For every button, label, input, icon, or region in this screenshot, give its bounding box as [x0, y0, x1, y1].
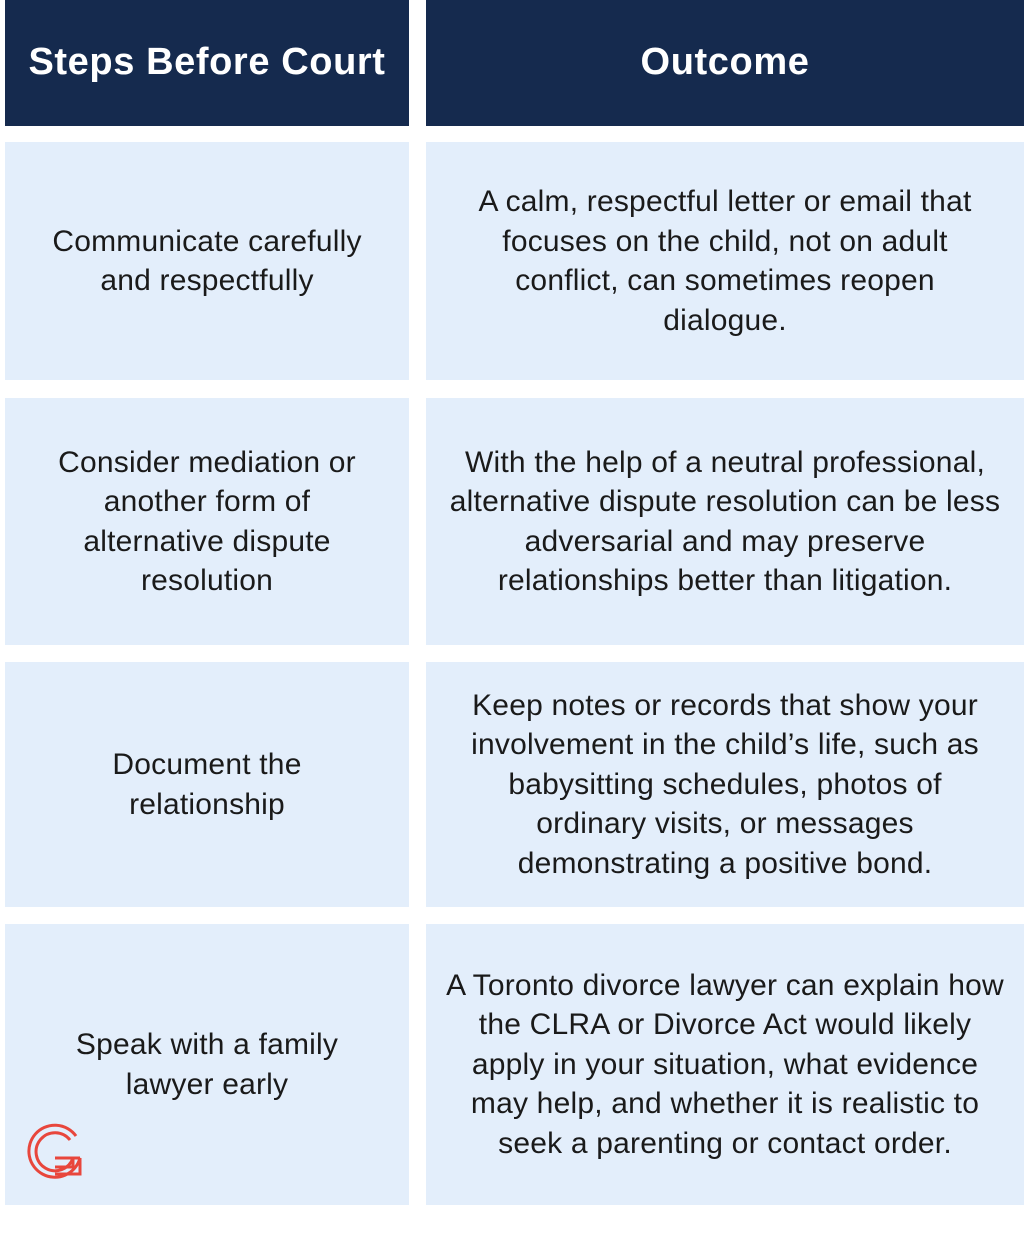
header-outcome-label: Outcome — [640, 41, 810, 84]
header-outcome — [426, 0, 1024, 126]
step-cell-communicate — [5, 142, 409, 380]
outcome-text: A calm, respectful letter or email that focuses on the child, not on adult conflict, can sometimes reopen dialogue. — [478, 185, 972, 337]
outcome-text: Keep notes or records that show your involvement in the child’s life, such as babysitting schedules, photos of ordinary visits, or messages demonstrating a positive bond. — [471, 688, 979, 880]
outcome-cell-lawyer — [426, 924, 1024, 1205]
outcome-text: With the help of a neutral professional, alternative dispute resolution can be less adversarial and may preserve relationships better than litigation. — [449, 445, 1001, 597]
step-text: Speak with a family lawyer early — [75, 1028, 339, 1101]
header-steps-label: Steps Before Court — [28, 41, 386, 84]
step-text: Document the relationship — [112, 748, 302, 821]
outcome-text: A Toronto divorce lawyer can explain how the CLRA or Divorce Act would likely apply in your situation, what evidence may help, and whether it is realistic to seek a parenting or contact order. — [446, 968, 1004, 1160]
outcome-cell-document — [426, 662, 1024, 907]
g-logo-icon — [24, 1120, 86, 1182]
outcome-cell-communicate — [426, 142, 1024, 380]
step-cell-mediation — [5, 398, 409, 645]
step-cell-document — [5, 662, 409, 907]
step-text: Communicate carefully and respectfully — [52, 224, 362, 297]
outcome-cell-mediation — [426, 398, 1024, 645]
step-text: Consider mediation or another form of alternative dispute resolution — [58, 445, 356, 597]
header-steps — [5, 0, 409, 126]
